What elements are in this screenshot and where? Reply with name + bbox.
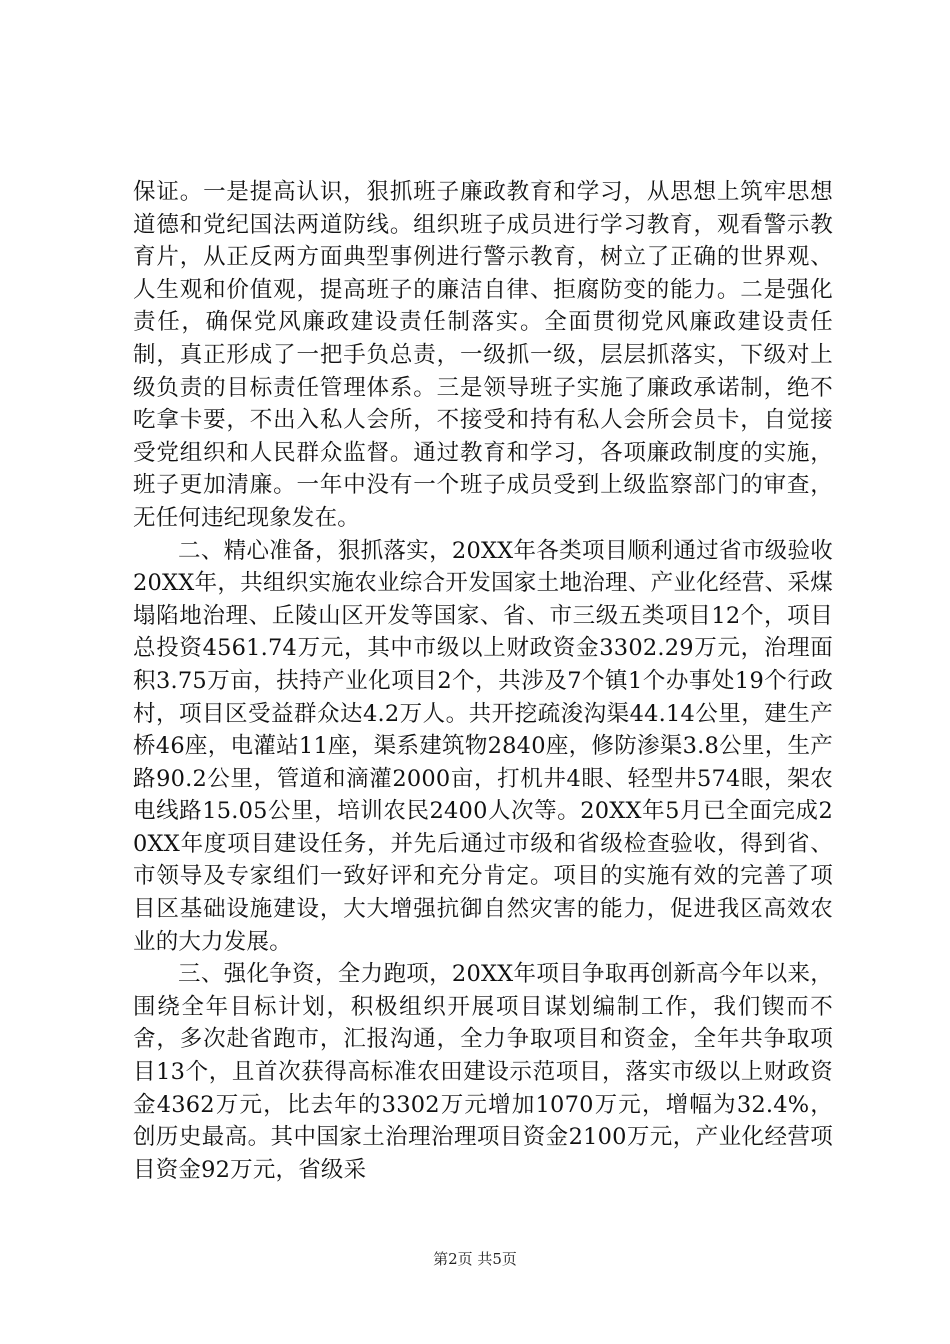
paragraph-integrity-assurance: 保证。一是提高认识，狠抓班子廉政教育和学习，从思想上筑牢思想道德和党纪国法两道防线。组织班子成员进行学习教育，观看警示教育片，从正反两方面典型事例进行警示教育，树立了正确的世界观、人生观和价值观，提高班子的廉洁自律、拒腐防变的能力。二是强化责任，确保党风廉政建设责任制落实。全面贯彻党风廉政建设责任制，真正形成了一把手负总责，一级抓一级，层层抓落实，下级对上级负责的目标责任管理体系。三是领导班子实施了廉政承诺制，绝不吃拿卡要，不出入私人会所，不接受和持有私人会所会员卡，自觉接受党组织和人民群众监督。通过教育和学习，各项廉政制度的实施，班子更加清廉。一年中没有一个班子成员受到上级监察部门的审查，无任何违纪现象发在。 xyxy=(133,179,833,531)
paragraph-project-acceptance: 二、精心准备，狠抓落实，20XX年各类项目顺利通过省市级验收20XX年，共组织实施农业综合开发国家土地治理、产业化经营、采煤塌陷地治理、丘陵山区开发等国家、省、市三级五类项目12个，项目总投资4561.74万元，其中市级以上财政资金3302.29万元，治理面积3.75万亩，扶持产业化项目2个，共涉及7个镇1个办事处19个行政村，项目区受益群众达4.2万人。共开挖疏浚沟渠44.14公里，建生产桥46座，电灌站11座，渠系建筑物2840座，修防渗渠3.8公里，生产路90.2公里，管道和滴灌2000亩，打机井4眼、轻型井574眼，架农电线路15.05公里，培训农民2400人次等。20XX年5月已全面完成20XX年度项目建设任务，并先后通过市级和省级检查验收，得到省、市领导及专家组们一致好评和充分肯定。项目的实施有效的完善了项目区基础设施建设，大大增强抗御自然灾害的能力，促进我区高效农业的大力发展。 xyxy=(133,537,833,955)
document-body xyxy=(133,176,833,1186)
paragraph-funding-projects: 三、强化争资，全力跑项，20XX年项目争取再创新高今年以来，围绕全年目标计划，积极组织开展项目谋划编制工作，我们锲而不舍，多次赴省跑市，汇报沟通，全力争取项目和资金，全年共争取项目13个，且首次获得高标准农田建设示范项目，落实市级以上财政资金4362万元，比去年的3302万元增加1070万元，增幅为32.4%，创历史最高。其中国家土治理治理项目资金2100万元，产业化经营项目资金92万元，省级采 xyxy=(133,961,833,1183)
page-number-footer: 第2页 共5页 xyxy=(433,1250,517,1268)
